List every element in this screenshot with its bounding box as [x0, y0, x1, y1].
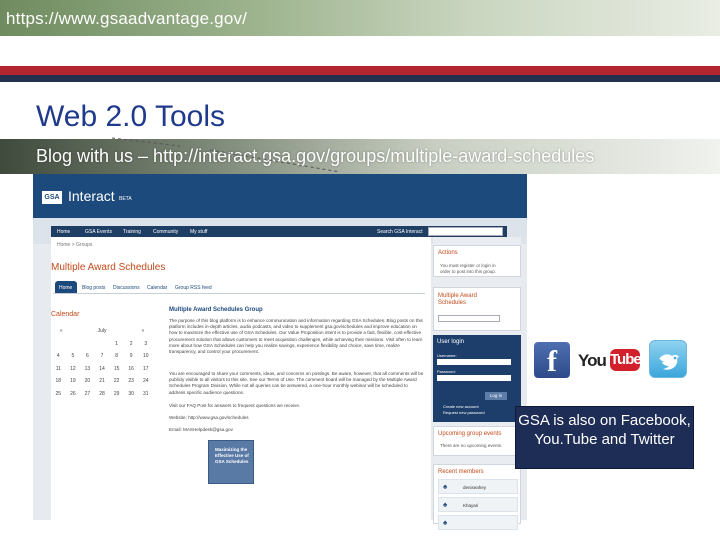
calendar-day[interactable]: 30	[128, 390, 134, 397]
email-line[interactable]: Email: MASHelpdesk@gsa.gov	[169, 427, 233, 432]
calendar-day[interactable]: 10	[142, 353, 149, 359]
username-label: Username:	[437, 353, 457, 358]
actions-box	[433, 245, 521, 277]
calendar-day[interactable]: 25	[55, 390, 62, 397]
calendar-day[interactable]: 3	[144, 340, 148, 347]
calendar-day[interactable]: 6	[86, 353, 89, 359]
url-text[interactable]: https://www.gsaadvantage.gov/	[6, 9, 248, 28]
facebook-icon[interactable]: f	[534, 342, 570, 378]
calendar-week	[51, 375, 153, 388]
calendar-day[interactable]: 28	[99, 390, 105, 397]
calendar-next-icon[interactable]: »	[141, 328, 145, 334]
calendar-day[interactable]: 27	[84, 390, 91, 397]
social-note: GSA is also on Facebook, You.Tube and Twitter	[515, 406, 694, 469]
twitter-bird-icon	[650, 341, 688, 379]
social-icons	[534, 340, 692, 382]
tab-blog-posts[interactable]: Blog posts	[82, 285, 106, 291]
actions-title: Actions	[438, 250, 458, 256]
slide-title: Web 2.0 Tools	[36, 100, 226, 133]
twitter-icon[interactable]	[649, 340, 687, 378]
calendar-week	[51, 350, 153, 363]
calendar-day	[66, 338, 81, 351]
nav-my-stuff[interactable]: My stuff	[190, 229, 208, 235]
calendar-day[interactable]: 12	[70, 365, 76, 372]
calendar-month-gap	[112, 325, 132, 338]
password-input[interactable]	[437, 375, 511, 381]
site-sidebar	[433, 237, 521, 527]
calendar-day[interactable]: 18	[55, 378, 62, 384]
calendar-day[interactable]: 5	[71, 353, 75, 359]
user-icon: ♠	[443, 500, 448, 509]
youtube-icon[interactable]	[578, 346, 640, 374]
actions-text-2[interactable]: order to post into this group.	[440, 269, 497, 274]
calendar-day[interactable]: 29	[113, 390, 120, 397]
user-icon: ♠	[443, 482, 448, 491]
calendar-week	[51, 363, 153, 376]
calendar-day[interactable]: 11	[55, 365, 61, 372]
site-search-label: Search GSA Interact	[377, 229, 423, 235]
calendar-day[interactable]: 9	[129, 353, 133, 359]
calendar-day	[80, 338, 95, 351]
group-tabs	[53, 282, 425, 294]
username-input[interactable]	[437, 359, 511, 365]
calendar-day[interactable]: 13	[84, 365, 91, 372]
youtube-tube-text: Tube	[610, 349, 640, 371]
members-box	[433, 464, 521, 527]
calendar-day[interactable]: 17	[142, 365, 149, 372]
calendar-day[interactable]: 31	[142, 390, 149, 397]
calendar-day[interactable]: 15	[113, 365, 120, 372]
password-label: Password:	[437, 369, 456, 374]
calendar-month-row	[51, 325, 153, 338]
member-item[interactable]	[438, 515, 518, 530]
gsa-logo[interactable]: GSA	[42, 191, 62, 204]
navy-stripe	[0, 75, 720, 82]
calendar-day[interactable]: 7	[100, 353, 104, 359]
calendar-day[interactable]: 26	[70, 390, 76, 397]
login-title: User login	[437, 339, 465, 345]
red-stripe	[0, 66, 720, 75]
tab-group-rss-feed[interactable]: Group RSS feed	[175, 285, 212, 291]
calendar-title: Calendar	[51, 311, 80, 318]
calendar-day[interactable]: 23	[128, 378, 134, 384]
side-group-line-2[interactable]: Schedules	[438, 300, 467, 306]
calendar-day[interactable]: 22	[113, 378, 120, 384]
tab-home[interactable]: Home	[59, 285, 73, 291]
nav-home[interactable]: Home	[57, 229, 71, 235]
group-page-title: Multiple Award Schedules	[51, 262, 166, 273]
calendar-week	[51, 388, 153, 401]
member-name: deniseahey	[463, 485, 487, 490]
group-heading: Multiple Award Schedules Group	[169, 307, 263, 313]
tab-calendar[interactable]: Calendar	[147, 285, 168, 291]
calendar-month: July	[97, 328, 107, 334]
website-line[interactable]: Website: http://www.gsa.gov/schedules	[169, 415, 249, 420]
calendar-day[interactable]: 4	[56, 353, 60, 359]
nav-community[interactable]: Community	[153, 229, 179, 235]
group-nav-box	[433, 287, 521, 331]
callout-dashes	[110, 136, 360, 178]
calendar-widget	[51, 325, 153, 400]
calendar-day	[51, 338, 66, 351]
calendar-month-gap	[71, 325, 91, 338]
calendar-day[interactable]: 14	[99, 365, 105, 372]
booklet-thumbnail[interactable]	[208, 440, 254, 484]
events-text: There are no upcoming events.	[440, 443, 503, 448]
calendar-day[interactable]: 1	[115, 340, 118, 347]
create-account-link[interactable]: Create new account	[443, 404, 479, 409]
calendar-day[interactable]: 24	[142, 378, 149, 384]
faq-paragraph[interactable]: Visit our FAQ Post for answers to frequent questions we receive.	[169, 403, 301, 408]
nav-gsa-events[interactable]: GSA Events	[85, 229, 112, 235]
youtube-you-text: You	[578, 351, 606, 370]
calendar-week	[51, 338, 153, 351]
request-password-link[interactable]: Request new password	[443, 410, 485, 415]
calendar-day[interactable]: 16	[128, 365, 134, 372]
breadcrumb[interactable]: Home > Groups	[57, 242, 93, 248]
member-item[interactable]	[438, 497, 518, 512]
actions-text-1[interactable]: You must register or login in	[440, 263, 496, 268]
calendar-day	[95, 338, 110, 351]
calendar-day[interactable]: 20	[84, 378, 91, 384]
calendar-day[interactable]: 19	[70, 378, 76, 384]
nav-training[interactable]: Training	[123, 229, 141, 235]
side-search-input[interactable]	[438, 315, 500, 322]
calendar-day[interactable]: 21	[99, 378, 105, 384]
user-icon: ♠	[443, 518, 448, 527]
blog-link-text[interactable]: Blog with us – http://interact.gsa.gov/groups/multiple-award-schedules	[36, 146, 595, 166]
events-title: Upcoming group events	[438, 431, 502, 437]
site-brand: Interact	[68, 188, 115, 204]
members-title: Recent members	[438, 469, 484, 475]
website-screenshot	[33, 174, 527, 527]
booklet-title: Maximizing the Effective Use of GSA Schedules	[215, 447, 249, 464]
intro-paragraph: The purpose of this blog platform is to enhance communication and information regarding GSA Schedules. Blog posts on this platform includes in-depth articles, audio podcasts, and video to supplement gsa.gov/schedules and improve education on how to maximize the effective use of GSA Schedules. Our Value Proposition intent is to provide a fast, flexible, cost-effective procurement solution that allows customers to meet acquisition challenges, while achieving their missions. Visit often to learn more about how GSA Schedules can help you realize savings, experience flexibility and choice, save time, realize transparency, and control your procurement.	[169, 318, 423, 355]
user-login-box	[433, 335, 521, 422]
calendar-day[interactable]: 2	[129, 340, 133, 347]
site-search-input[interactable]	[428, 227, 503, 236]
calendar-grid	[51, 338, 153, 401]
member-item[interactable]	[438, 479, 518, 494]
login-button[interactable]: Log in	[485, 392, 507, 400]
events-box	[433, 426, 521, 456]
comments-paragraph: You are encouraged to share your comments, ideas, and concerns on postings. Be aware, however, that all comments will be publicly visible to all visitors to this site. See our Terms of Use. The comment board will be managed by the Multiple Award Schedules Program Division. While not all queries can be answered, a one-hour monthly webinar will be scheduled to address specific audience questions.	[169, 371, 424, 395]
calendar-prev-icon[interactable]: «	[59, 328, 63, 334]
member-name: Khayari	[463, 503, 479, 508]
beta-label: BETA	[119, 196, 132, 202]
side-group-line-1[interactable]: Multiple Award	[438, 293, 477, 299]
tab-discussions[interactable]: Discussions	[113, 285, 140, 291]
calendar-day[interactable]: 8	[115, 353, 118, 359]
